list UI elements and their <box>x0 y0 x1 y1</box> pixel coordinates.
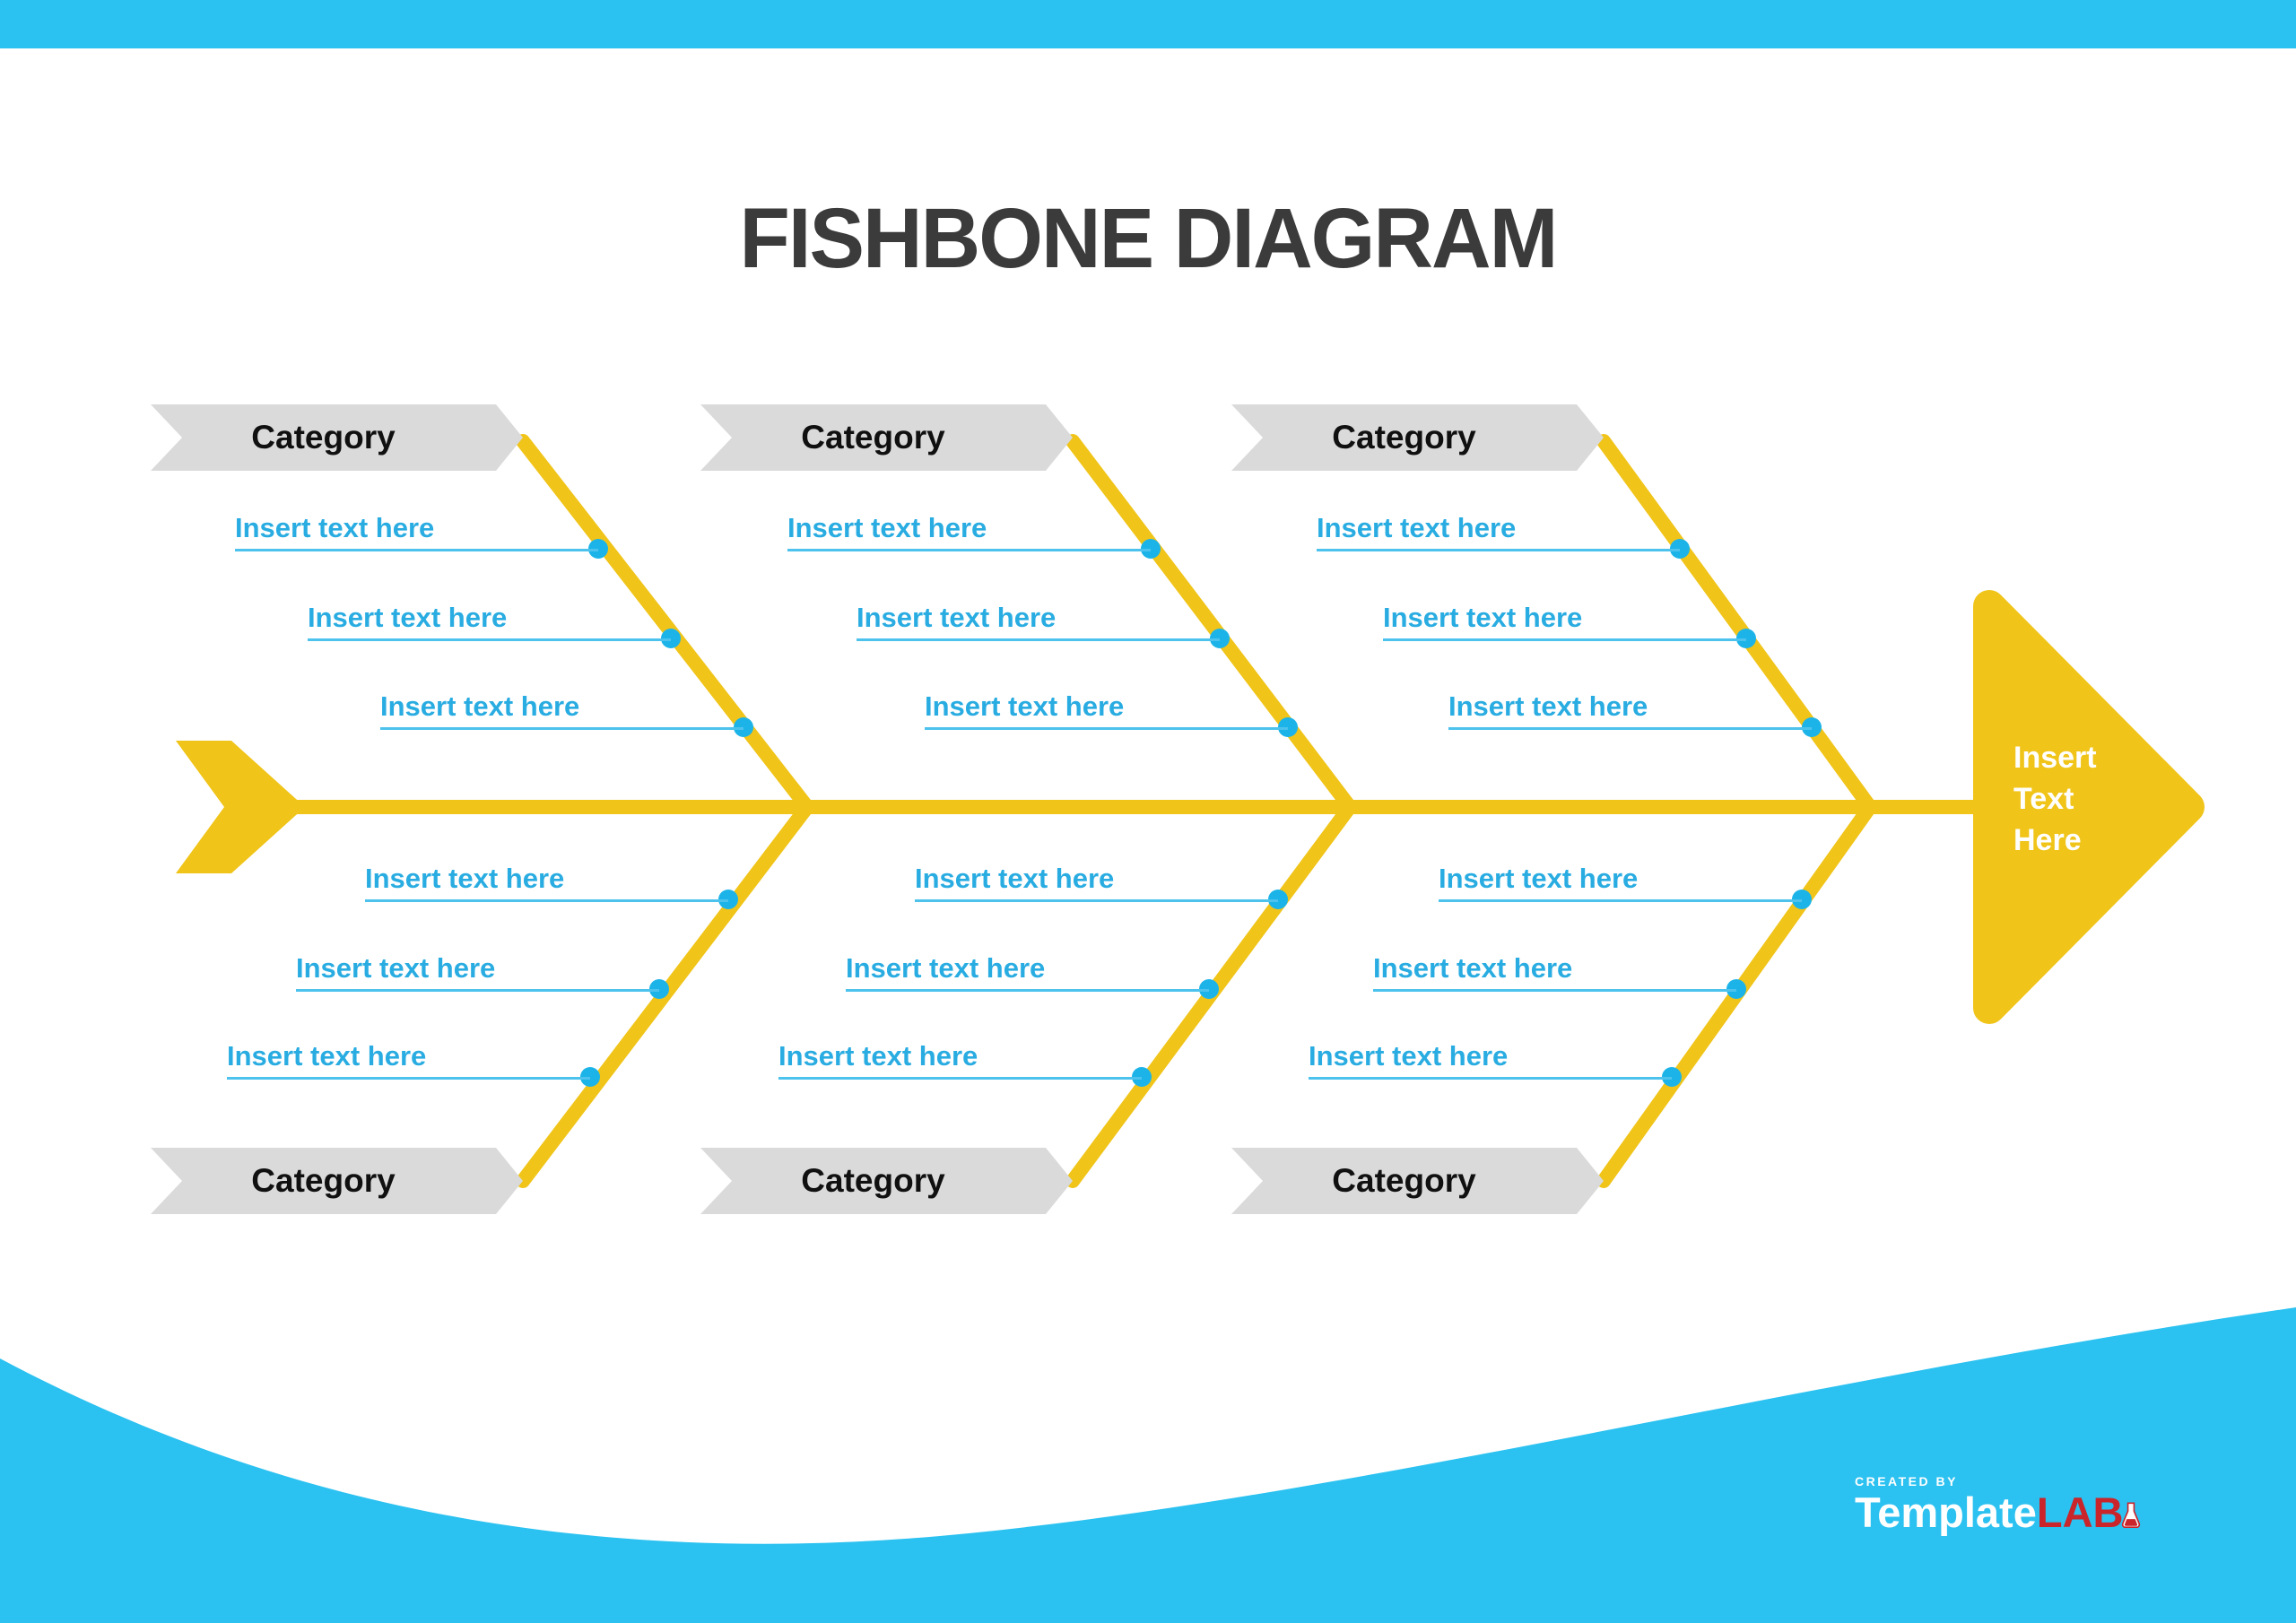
cause-placeholder[interactable]: Insert text here <box>308 602 508 633</box>
cause-row <box>1448 690 1812 730</box>
effect-label-line: Insert <box>2013 741 2097 775</box>
cause-placeholder[interactable]: Insert text here <box>1383 602 1583 633</box>
cause-placeholder[interactable]: Insert text here <box>1448 690 1648 722</box>
cause-row <box>296 951 659 992</box>
cause-placeholder[interactable]: Insert text here <box>846 952 1046 984</box>
brand-lab-text: LAB <box>2036 1488 2124 1536</box>
cause-row <box>778 1039 1142 1080</box>
flask-icon <box>2121 1502 2141 1529</box>
cause-row <box>857 601 1220 641</box>
category-label[interactable]: Category <box>251 419 396 456</box>
cause-row <box>925 690 1288 730</box>
effect-label-line: Text <box>2013 782 2074 816</box>
created-by-text: CREATED BY <box>1855 1474 1958 1488</box>
cause-placeholder[interactable]: Insert text here <box>365 863 565 894</box>
brand-wordmark <box>1855 1489 2231 1536</box>
page-title: FISHBONE DIAGRAM <box>739 191 1557 286</box>
cause-placeholder[interactable]: Insert text here <box>1439 863 1639 894</box>
tail-chevron <box>176 741 305 873</box>
cause-placeholder[interactable]: Insert text here <box>1309 1040 1509 1072</box>
cause-placeholder[interactable]: Insert text here <box>296 952 496 984</box>
category-label[interactable]: Category <box>801 419 945 456</box>
cause-row <box>227 1039 590 1080</box>
effect-label[interactable] <box>2013 737 2166 861</box>
cause-placeholder[interactable]: Insert text here <box>227 1040 427 1072</box>
templatelab-logo <box>1855 1474 2231 1536</box>
cause-row <box>1309 1039 1672 1080</box>
cause-placeholder[interactable]: Insert text here <box>787 512 987 543</box>
cause-placeholder[interactable]: Insert text here <box>1373 952 1573 984</box>
cause-placeholder[interactable]: Insert text here <box>915 863 1115 894</box>
category-label[interactable]: Category <box>251 1162 396 1199</box>
cause-row <box>308 601 671 641</box>
cause-row <box>915 862 1278 902</box>
category-label[interactable]: Category <box>801 1162 945 1199</box>
cause-row <box>1439 862 1802 902</box>
cause-row <box>365 862 728 902</box>
cause-row <box>787 511 1151 551</box>
cause-row <box>235 511 598 551</box>
effect-label-line: Here <box>2013 823 2082 857</box>
category-label[interactable]: Category <box>1332 419 1476 456</box>
cause-placeholder[interactable]: Insert text here <box>857 602 1057 633</box>
cause-row <box>380 690 744 730</box>
cause-row <box>1373 951 1736 992</box>
cause-placeholder[interactable]: Insert text here <box>380 690 580 722</box>
cause-placeholder[interactable]: Insert text here <box>925 690 1125 722</box>
brand-template-text: Template <box>1855 1488 2037 1536</box>
cause-placeholder[interactable]: Insert text here <box>1317 512 1517 543</box>
category-label[interactable]: Category <box>1332 1162 1476 1199</box>
cause-placeholder[interactable]: Insert text here <box>778 1040 978 1072</box>
cause-row <box>1317 511 1680 551</box>
cause-placeholder[interactable]: Insert text here <box>235 512 435 543</box>
bottom-wave <box>0 1307 2296 1623</box>
cause-row <box>846 951 1209 992</box>
cause-row <box>1383 601 1746 641</box>
